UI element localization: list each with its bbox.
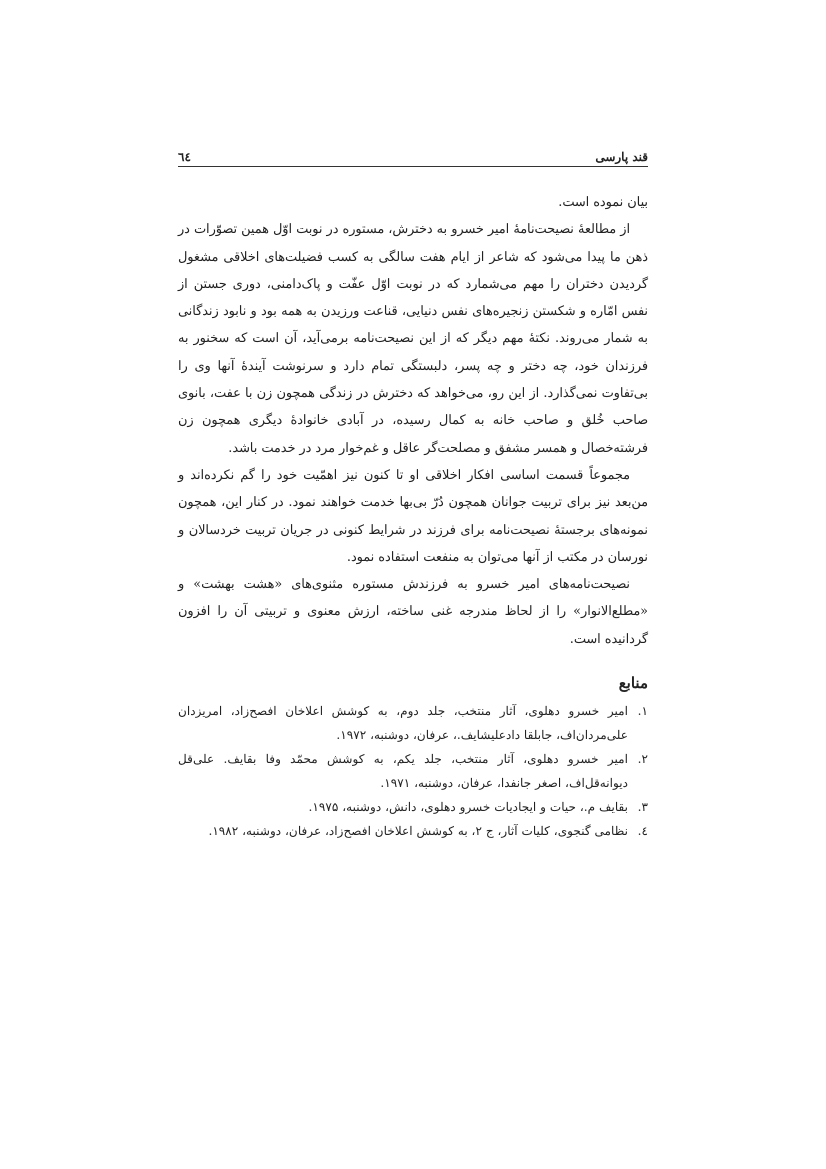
reference-item: [178, 819, 648, 843]
document-page: [178, 138, 648, 843]
paragraph: بیان نموده است.: [558, 195, 648, 210]
reference-number: ٢.: [637, 752, 648, 767]
references-list: [178, 699, 648, 843]
reference-item: [178, 699, 648, 747]
paragraph: از مطالعۀ نصیحت‌نامۀ امیر خسرو به دخترش، مستوره در نوبت اوّل همین تصوّرات در ذهن ما پیدا می‌شود که شاعر از ایام هفت سالگی به کسب فضیلت‌های اخلاقی مشغول گردیدن دختران را مهم می‌شمارد که در نوبت اوّل عفّت و پاک‌دامنی، دوری جستن از نفس امّاره و شکستن زنجیره‌های نفس دنیایی، قناعت ورزیدن به همه بود و نابود زندگانی به شمار می‌روند. نکتۀ مهم دیگر که از این نصیحت‌نامه برمی‌آید، آن است که سخنور به فرزندان خود، چه دختر و چه پسر، دلبستگی تمام دارد و سرنوشت آیندۀ آنها وی را بی‌تفاوت نمی‌گذارد. از این رو، می‌خواهد که دخترش در زندگی همچون زن با عفت، بانوی صاحب خُلق و صاحب خانه به کمال رسیده، در آبادی خانوادۀ دیگری همچون زن فرشته‌خصال و همسر مشفق و مصلحت‌گر عاقل و غم‌خوار مرد در خدمت باشد.: [178, 222, 648, 456]
reference-text: نظامی گنجوی، کلیات آثار، ج ٢، به کوشش اعلاخان افصح‌زاد، عرفان، دوشنبه، ١٩٨٢.: [208, 824, 628, 839]
reference-text: بقایف م.، حیات و ایجادیات خسرو دهلوی، دانش، دوشنبه، ١٩٧۵.: [308, 800, 628, 815]
reference-number: ٤.: [637, 824, 648, 839]
paragraph: نصیحت‌نامه‌های امیر خسرو به فرزندش مستوره مثنوی‌های «هشت بهشت» و «مطلع‌الانوار» را از لحاظ مندرجه غنی ساخته، ارزش معنوی و تربیتی آن را افزون گردانیده است.: [178, 577, 648, 647]
body-text: [178, 189, 648, 653]
running-title: قند پارسی: [595, 150, 648, 164]
reference-item: [178, 795, 648, 819]
references-heading: منابع: [618, 674, 648, 693]
page-number: ٦٤: [178, 150, 191, 164]
paragraph: مجموعاً قسمت اساسی افکار اخلاقی او تا کنون نیز اهمّیت خود را گم نکرده‌اند و من‌بعد نیز برای تربیت جوانان همچون دُرّ بی‌بها خدمت خواهند نمود. در کنار این، همچون نمونه‌های برجستۀ نصیحت‌نامه برای فرزند در شرایط کنونی در جریان تربیت خردسالان و نورسان در مکتب از آنها می‌توان به منفعت استفاده نمود.: [178, 467, 648, 565]
reference-number: ٣.: [637, 800, 648, 815]
running-header: [178, 138, 648, 167]
reference-number: ١.: [637, 704, 648, 719]
reference-text: امیر خسرو دهلوی، آثار منتخب، جلد یکم، به کوشش محمّد وفا بقایف. علی‌قل دیوانه‌قل‌اف، اصغر جانفدا، عرفان، دوشنبه، ١٩٧١.: [178, 752, 628, 791]
reference-text: امیر خسرو دهلوی، آثار منتخب، جلد دوم، به کوشش اعلاخان افصح‌زاد، امریزدان علی‌مردان‌اف، جابلقا دادعلیشایف.، عرفان، دوشنبه، ١٩٧٢.: [178, 704, 628, 743]
reference-item: [178, 747, 648, 795]
